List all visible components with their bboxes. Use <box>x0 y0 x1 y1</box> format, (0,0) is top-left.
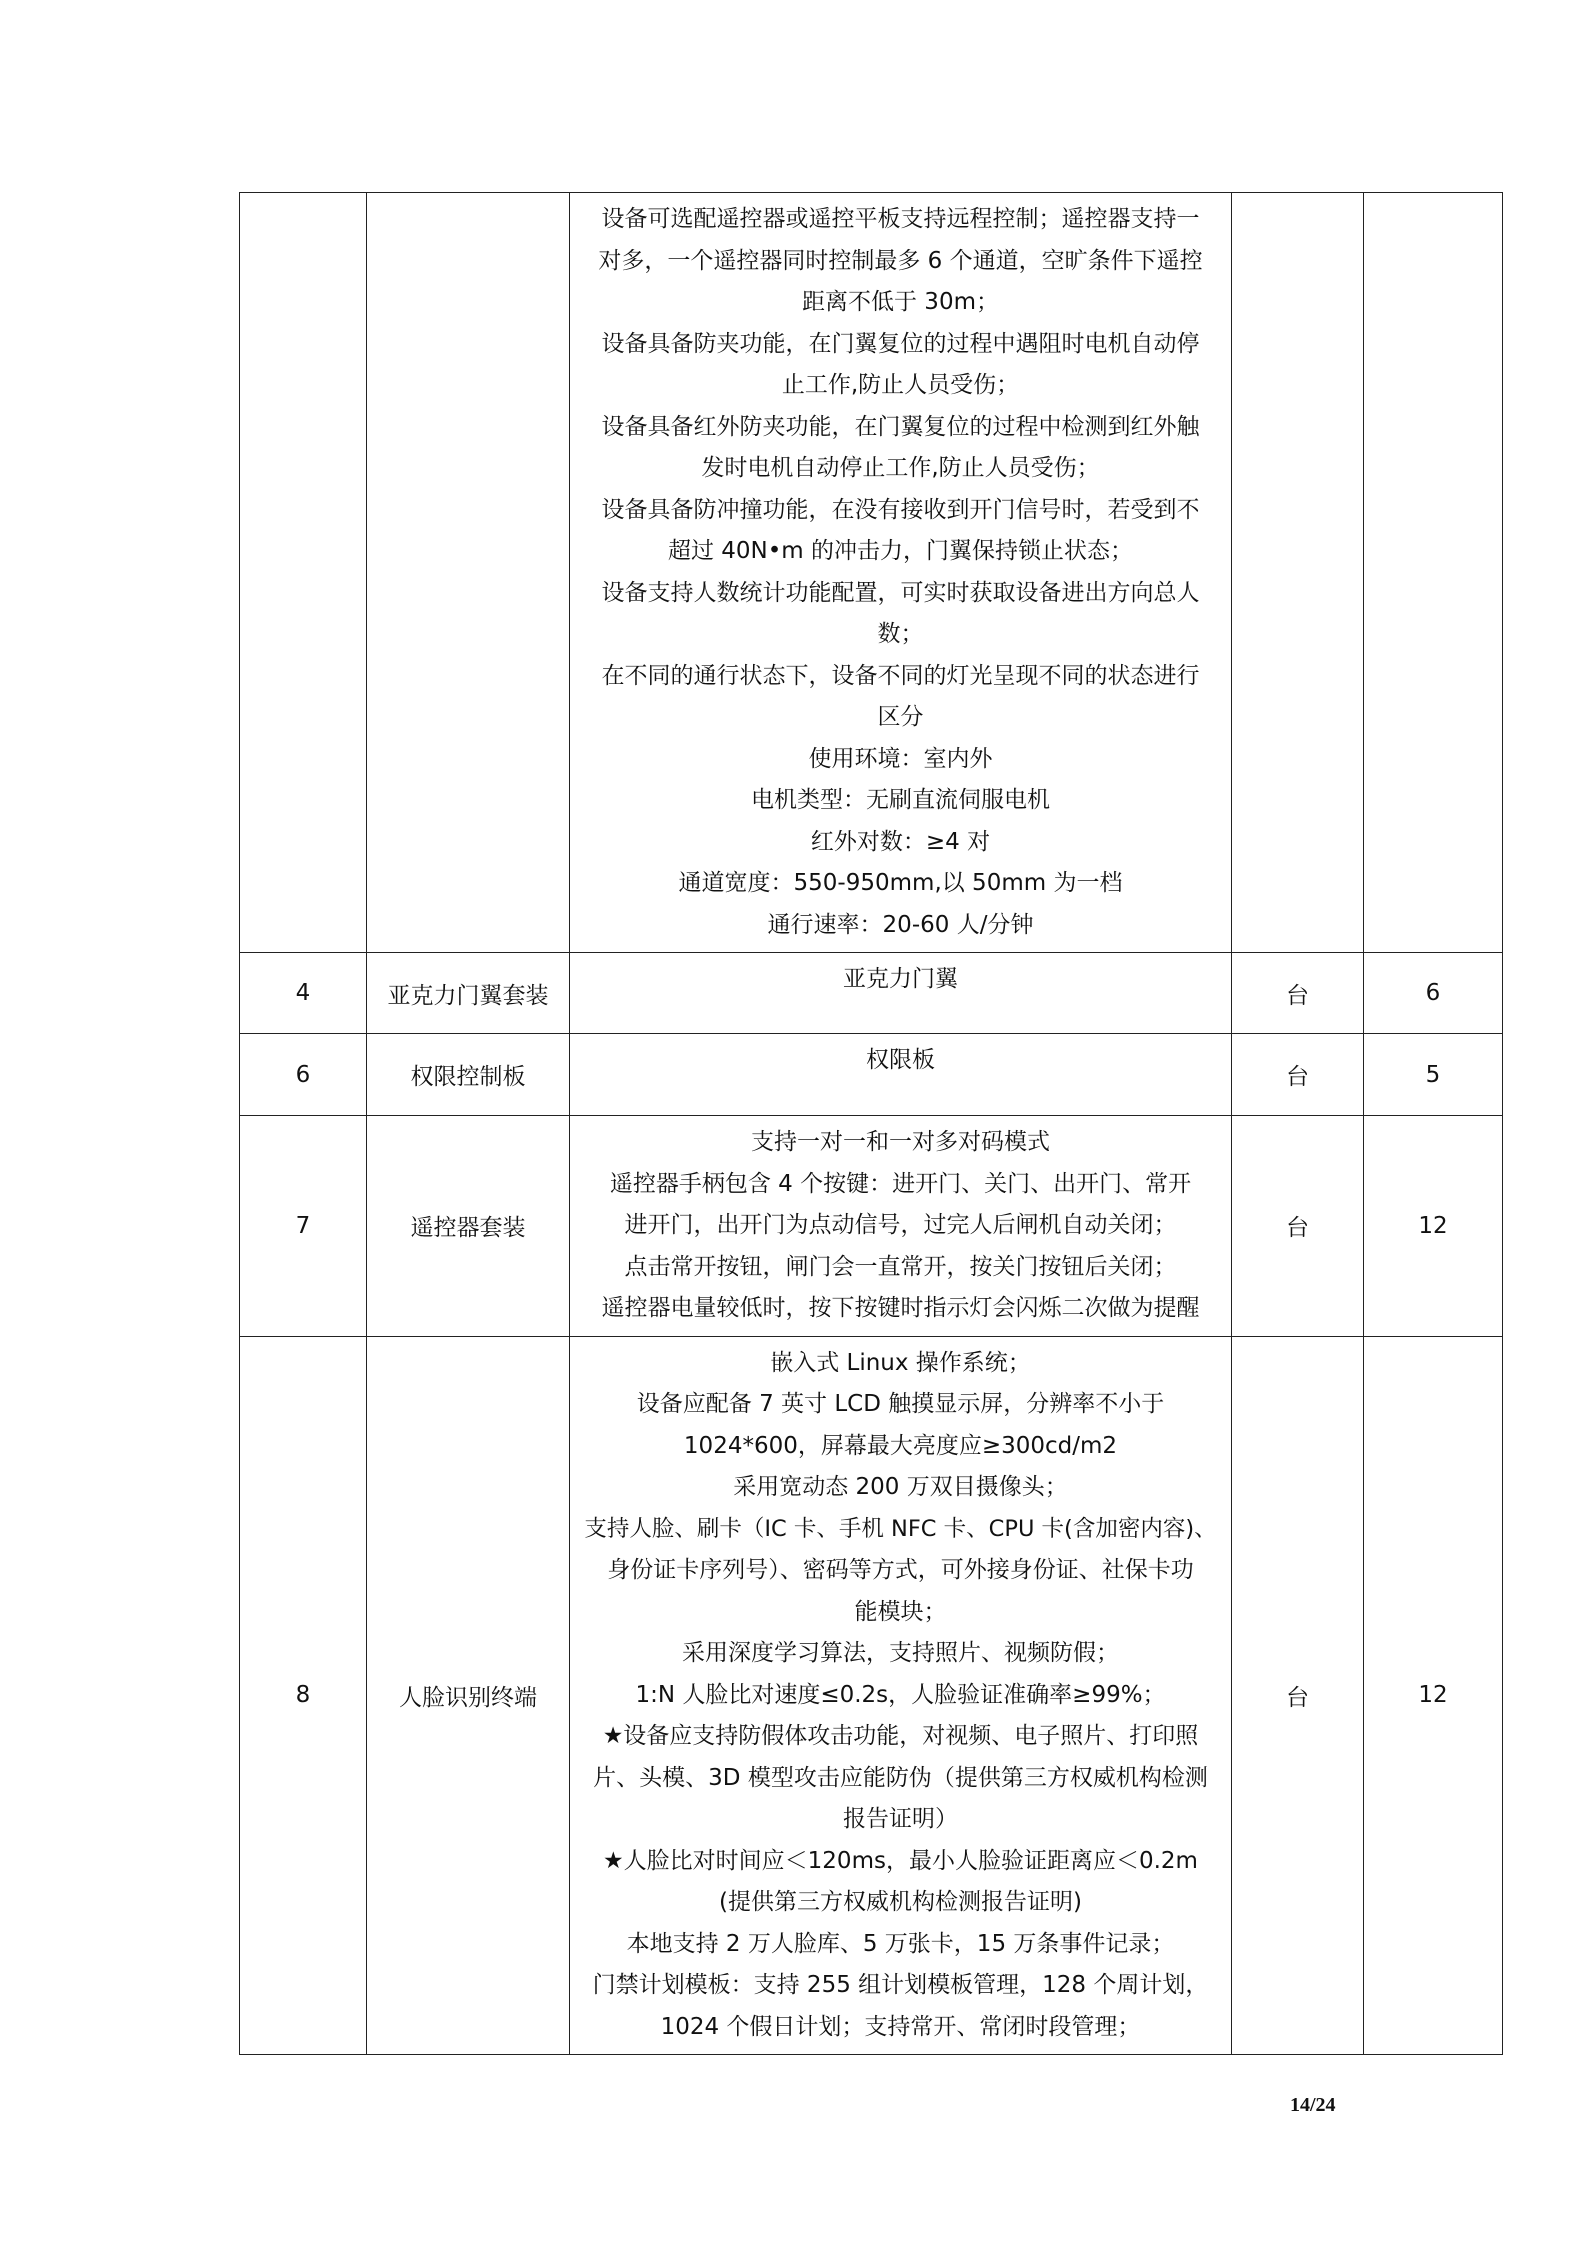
item-name-cell: 人脸识别终端 <box>367 1336 570 2055</box>
description-line: 止工作,防止人员受伤； <box>781 372 1020 398</box>
item-unit-cell: 台 <box>1232 1034 1364 1116</box>
description-line: 超过 40N•m 的冲击力，门翼保持锁止状态； <box>667 538 1134 564</box>
description-line: 1024*600，屏幕最大亮度应≥300cd/m2 <box>683 1432 1118 1459</box>
description-line: 嵌入式 Linux 操作系统； <box>770 1349 1031 1376</box>
item-quantity-cell: 12 <box>1364 1336 1503 2055</box>
item-name-cell: 权限控制板 <box>367 1034 570 1116</box>
description-line: 在不同的通行状态下，设备不同的灯光呈现不同的状态进行 <box>601 662 1200 689</box>
description-line: 设备具备红外防夹功能，在门翼复位的过程中检测到红外触 <box>601 413 1200 440</box>
description-line: 支持人脸、刷卡（IC 卡、手机 NFC 卡、CPU 卡(含加密内容)、 <box>584 1515 1217 1542</box>
description-line: 1:N 人脸比对速度≤0.2s，人脸验证准确率≥99%； <box>635 1681 1166 1708</box>
description-line: 亚克力门翼 <box>843 966 958 992</box>
description-line: 设备支持人数统计功能配置，可实时获取设备进出方向总人 <box>601 579 1200 606</box>
description-line: 电机类型：无刷直流伺服电机 <box>751 787 1050 813</box>
item-unit-cell <box>1232 193 1364 953</box>
item-number-cell: 6 <box>240 1034 367 1116</box>
description-line: ★设备应支持防假体攻击功能，对视频、电子照片、打印照 <box>602 1723 1199 1749</box>
description-line: 门禁计划模板：支持 255 组计划模板管理，128 个周计划， <box>592 1972 1209 1998</box>
description-line: 红外对数：≥4 对 <box>810 828 991 855</box>
item-quantity-cell: 6 <box>1364 953 1503 1034</box>
table-body <box>240 193 1503 2055</box>
description-line: 1024 个假日计划；支持常开、常闭时段管理； <box>660 2013 1141 2040</box>
item-description-cell <box>570 1116 1232 1337</box>
table-row <box>240 953 1503 1034</box>
item-quantity-cell <box>1364 193 1503 953</box>
description-line: 对多，一个遥控器同时控制最多 6 个通道，空旷条件下遥控 <box>598 247 1203 274</box>
item-unit-cell: 台 <box>1232 953 1364 1034</box>
description-line: 设备可选配遥控器或遥控平板支持远程控制；遥控器支持一 <box>601 206 1200 232</box>
item-number-cell: 7 <box>240 1116 367 1337</box>
description-line: 本地支持 2 万人脸库、5 万张卡，15 万条事件记录； <box>626 1930 1175 1957</box>
item-number-cell: 4 <box>240 953 367 1034</box>
description-line: 区分 <box>877 704 924 730</box>
description-line: 设备具备防冲撞功能，在没有接收到开门信号时，若受到不 <box>601 496 1200 523</box>
description-line: 点击常开按钮，闸门会一直常开，按关门按钮后关闭； <box>624 1253 1177 1280</box>
description-line: 设备应配备 7 英寸 LCD 触摸显示屏，分辨率不小于 <box>636 1391 1165 1417</box>
description-line: 发时电机自动停止工作,防止人员受伤； <box>701 455 1100 481</box>
description-line: 通道宽度：550-950mm,以 50mm 为一档 <box>678 870 1123 896</box>
item-description-cell <box>570 1336 1232 2055</box>
description-line: 通行速率：20-60 人/分钟 <box>767 911 1034 938</box>
table-row <box>240 193 1503 953</box>
item-quantity-cell: 5 <box>1364 1034 1503 1116</box>
description-line: 设备具备防夹功能，在门翼复位的过程中遇阻时电机自动停 <box>601 330 1200 357</box>
item-number-cell: 8 <box>240 1336 367 2055</box>
item-description-cell <box>570 193 1232 953</box>
item-number-cell <box>240 193 367 953</box>
description-line: 数； <box>877 621 924 647</box>
description-line: 进开门，出开门为点动信号，过完人后闸机自动关闭； <box>624 1212 1177 1238</box>
item-description-cell <box>570 1034 1232 1116</box>
description-line: 片、头模、3D 模型攻击应能防伪（提供第三方权威机构检测 <box>593 1764 1208 1791</box>
description-line: 报告证明） <box>843 1806 958 1832</box>
description-line: ★人脸比对时间应＜120ms，最小人脸验证距离应＜0.2m <box>603 1847 1198 1874</box>
description-line: 身份证卡序列号）、密码等方式，可外接身份证、社保卡功 <box>607 1557 1194 1583</box>
description-line: 遥控器电量较低时，按下按键时指示灯会闪烁二次做为提醒 <box>601 1295 1200 1321</box>
description-line: 权限板 <box>866 1047 935 1073</box>
description-line: 采用宽动态 200 万双目摄像头； <box>733 1474 1068 1500</box>
table-row <box>240 1336 1503 2055</box>
description-line: 距离不低于 30m； <box>802 289 999 315</box>
item-name-cell <box>367 193 570 953</box>
description-line: 采用深度学习算法，支持照片、视频防假； <box>682 1640 1119 1666</box>
item-name-cell: 亚克力门翼套装 <box>367 953 570 1034</box>
item-description-cell <box>570 953 1232 1034</box>
description-line: 使用环境：室内外 <box>808 745 993 772</box>
page-number: 14/24 <box>1290 2094 1336 2116</box>
spec-table <box>239 192 1503 2055</box>
description-line: 支持一对一和一对多对码模式 <box>751 1129 1050 1155</box>
description-line: (提供第三方权威机构检测报告证明) <box>719 1889 1082 1915</box>
item-quantity-cell: 12 <box>1364 1116 1503 1337</box>
item-name-cell: 遥控器套装 <box>367 1116 570 1337</box>
table-row <box>240 1116 1503 1337</box>
item-unit-cell: 台 <box>1232 1116 1364 1337</box>
description-line: 能模块； <box>854 1598 947 1625</box>
description-line: 遥控器手柄包含 4 个按键：进开门、关门、出开门、常开 <box>609 1170 1192 1197</box>
item-unit-cell: 台 <box>1232 1336 1364 2055</box>
table-row <box>240 1034 1503 1116</box>
